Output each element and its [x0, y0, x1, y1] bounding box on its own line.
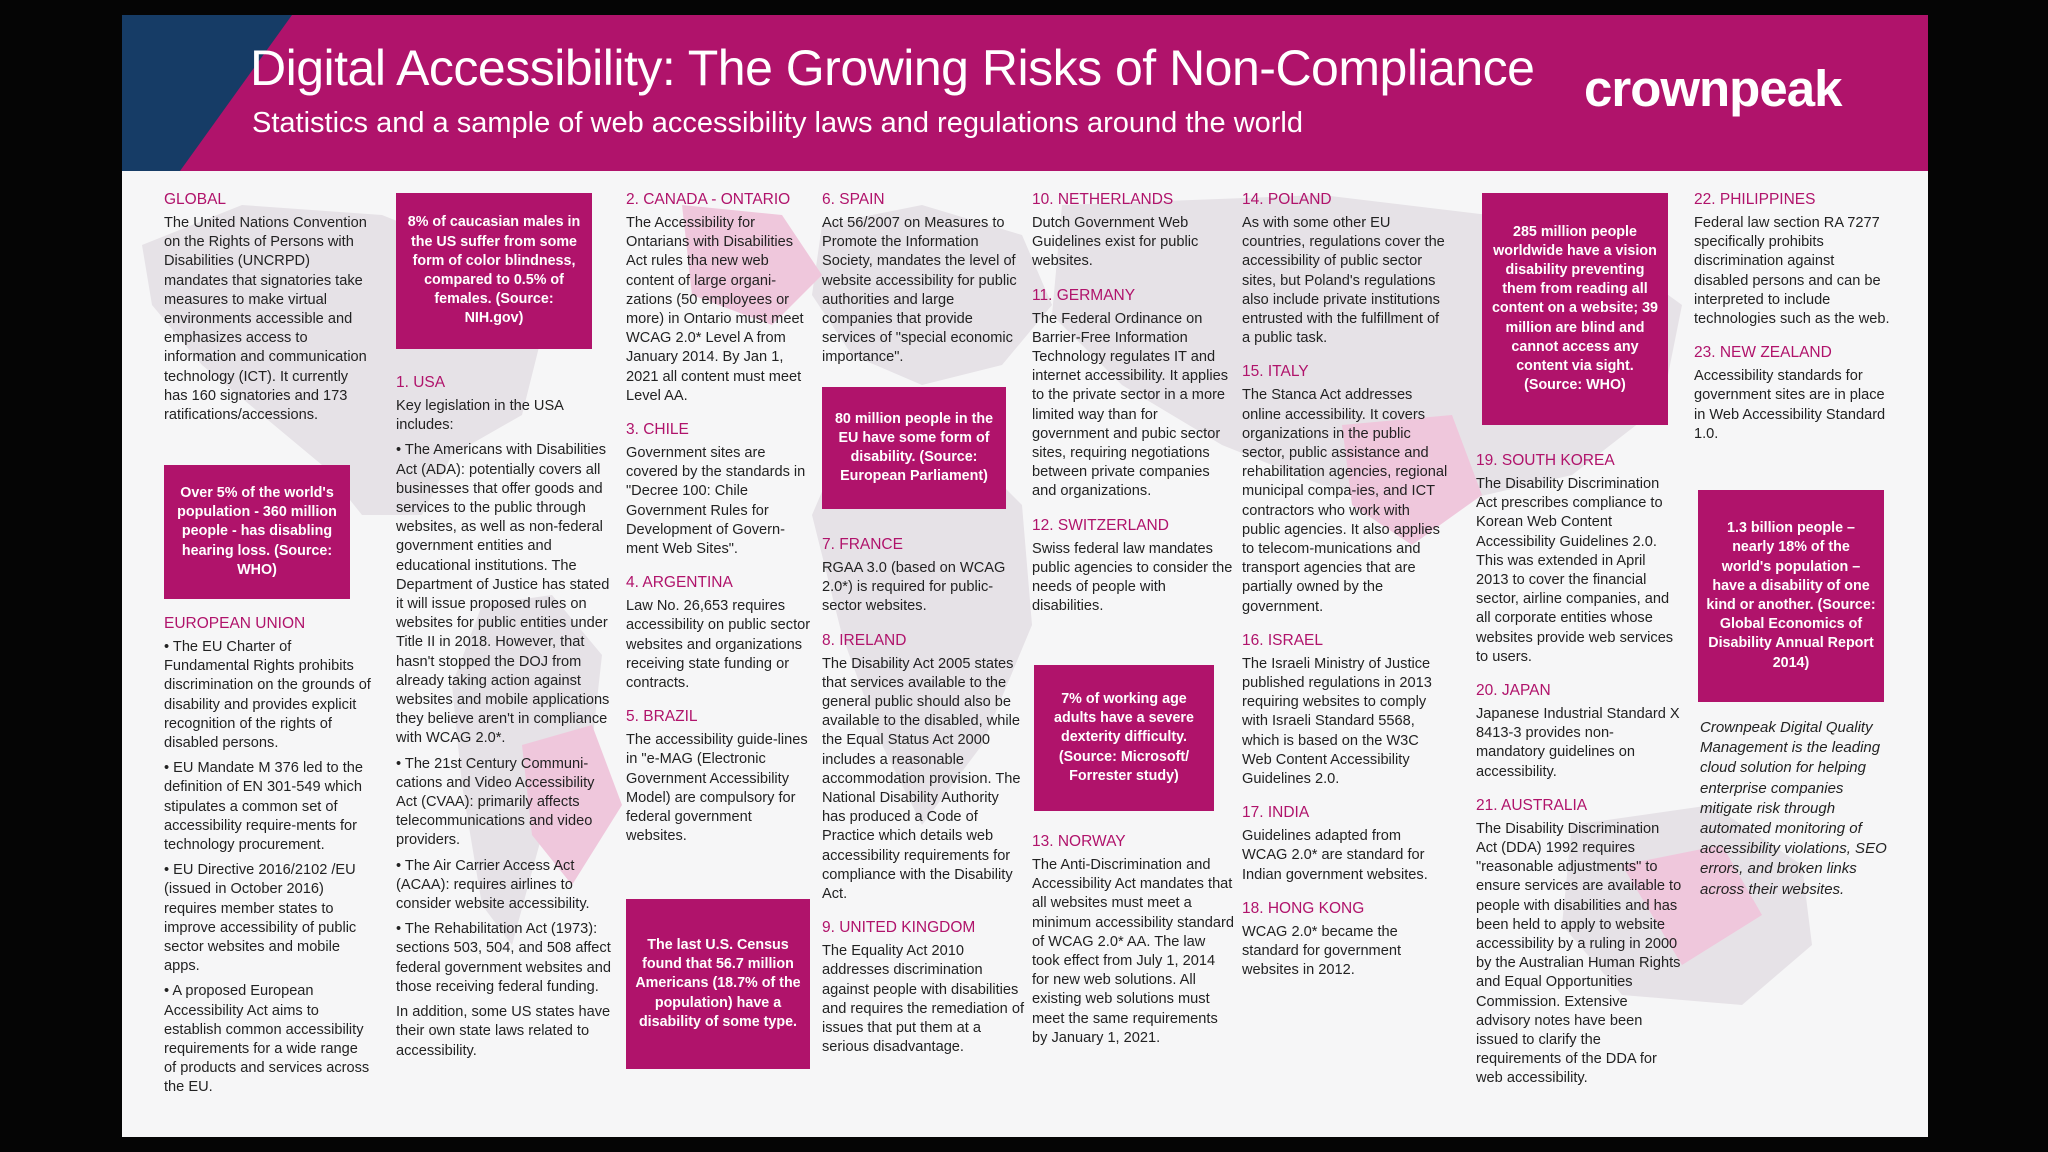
- column-central-europe: [1032, 190, 1234, 630]
- section-hongkong: [1242, 899, 1450, 981]
- crownpeak-promo-text: Crownpeak Digital Quality Management is the leading cloud solution for helping enterprise companies mitigate risk through automated monitoring of accessibility violations, SEO errors, and broken links across their websites.: [1700, 719, 1887, 898]
- india-heading: 17. INDIA: [1242, 804, 1310, 822]
- page-title: Digital Accessibility: The Growing Risks of Non-Compliance: [250, 40, 1535, 96]
- eu-bullet: • The EU Charter of Fundamental Rights prohibits discrimination on the grounds of disability and provides explicit recognition of the rights of disabled persons.: [164, 638, 372, 753]
- usa-outro: In addition, some US states have their own state laws related to accessibility.: [396, 1004, 611, 1059]
- section-philippines: [1694, 190, 1890, 329]
- header-corner-accent: [122, 15, 180, 171]
- section-uk: [822, 918, 1024, 1057]
- section-netherlands: [1032, 190, 1234, 272]
- switzerland-heading: 12. SWITZERLAND: [1032, 516, 1169, 534]
- stat-box-eu-80-million: 80 million people in the EU have some form of disability. (Source: European Parliament): [822, 387, 1006, 509]
- section-switzerland: [1032, 516, 1234, 617]
- usa-intro: Key legislation in the USA includes:: [396, 398, 564, 434]
- poland-text: As with some other EU countries, regulations cover the accessibility of public sector sites, but Poland's regulations also include private institutions entrusted with the fulfillment of a public task.: [1242, 215, 1445, 347]
- chile-text: Government sites are covered by the standards in "Decree 100: Chile Government Rules for Development of Govern-ment Web Sites".: [626, 445, 806, 558]
- eu-bullet: • EU Mandate M 376 led to the definition of EN 301-549 which stipulates a common set of accessibility require-ments for technology procurement.: [164, 759, 372, 855]
- section-ireland: [822, 631, 1024, 905]
- section-chile: [626, 420, 816, 559]
- section-new-zealand: [1694, 343, 1890, 444]
- israel-heading: 16. ISRAEL: [1242, 631, 1323, 649]
- south-korea-text: The Disability Discrimination Act prescribes compliance to Korean Web Content Accessibility Guidelines 2.0. This was extended in April 2013 to cover the financial sector, airline companies, and all corporate entities whose websites provide web services to users.: [1476, 476, 1674, 665]
- usa-bullet: • The Rehabilitation Act (1973): sections 503, 504, and 508 affect federal government websites and those receiving federal funding.: [396, 920, 618, 997]
- argentina-text: Law No. 26,653 requires accessibility on public sector websites and organizations receiving state funding or contracts.: [626, 598, 811, 692]
- column-oceania: [1694, 190, 1890, 458]
- section-south-korea: [1476, 451, 1682, 667]
- usa-heading: 1. USA: [396, 374, 446, 391]
- france-text: RGAA 3.0 (based on WCAG 2.0*) is required for public-sector websites.: [822, 560, 1006, 615]
- uk-text: The Equality Act 2010 addresses discrimination against people with disabilities and requires the remediation of issues that put them at a serious disadvantage.: [822, 943, 1025, 1056]
- eu-bullet: • A proposed European Accessibility Act aims to establish common accessibility requirements for a wide range of products and services across the EU.: [164, 982, 372, 1097]
- header-banner: [122, 15, 1928, 171]
- column-usa: [396, 373, 618, 1061]
- page-subtitle: Statistics and a sample of web accessibility laws and regulations around the world: [252, 107, 1303, 139]
- eu-bullet: • EU Directive 2016/2102 /EU (issued in October 2016) requires member states to improve accessibility of public sector websites and mobile apps.: [164, 861, 372, 976]
- south-korea-heading: 19. SOUTH KOREA: [1476, 452, 1615, 469]
- france-heading: 7. FRANCE: [822, 536, 903, 553]
- stat-box-us-census: The last U.S. Census found that 56.7 million Americans (18.7% of the population) have a disability of some type.: [626, 899, 810, 1069]
- column-western-europe: [822, 535, 1024, 1071]
- ireland-heading: 8. IRELAND: [822, 631, 907, 649]
- spain-heading: 6. SPAIN: [822, 191, 885, 208]
- usa-bullet: • The 21st Century Communi-cations and Video Accessibility Act (CVAA): primarily affects telecommunications and video providers.: [396, 755, 618, 851]
- usa-bullet: • The Air Carrier Access Act (ACAA): requires airlines to consider website accessibility.: [396, 857, 618, 915]
- column-spain: [822, 190, 1024, 368]
- new-zealand-text: Accessibility standards for government sites are in place in Web Accessibility Standard 1.0.: [1694, 368, 1886, 442]
- israel-text: The Israeli Ministry of Justice published regulations in 2013 requiring websites to comply with Israeli Standard 5568, which is based on the W3C Web Content Accessibility Guidelines 2.0.: [1242, 655, 1432, 788]
- new-zealand-heading: 23. NEW ZEALAND: [1694, 344, 1832, 362]
- italy-text: The Stanca Act addresses online accessibility. It covers organizations in the public sector, public assistance and rehabilitation agencies, regional municipal compa-ies, and ICT contractors who work with public agencies. It also applies to telecom-munications and transport agencies that are partially owned by the government.: [1242, 387, 1448, 615]
- section-japan: [1476, 681, 1682, 782]
- brazil-text: The accessibility guide-lines in "e-MAG (Electronic Government Accessibility Model) are compulsory for federal government websites.: [626, 732, 808, 845]
- section-canada: [626, 190, 816, 406]
- section-italy: [1242, 362, 1450, 616]
- column-americas: [626, 190, 816, 860]
- poland-heading: 14. POLAND: [1242, 191, 1332, 208]
- crownpeak-logo: crownpeak: [1584, 60, 1842, 117]
- germany-text: The Federal Ordinance on Barrier-Free Information Technology regulates IT and internet accessibility. It applies to the private sector in a more limited way than for government and pubic sector sites, requiring negotiations between private companies and organizations.: [1032, 310, 1229, 500]
- australia-heading: 21. AUSTRALIA: [1476, 796, 1588, 814]
- netherlands-text: Dutch Government Web Guidelines exist for public websites.: [1032, 215, 1199, 270]
- philippines-heading: 22. PHILIPPINES: [1694, 191, 1816, 208]
- stat-box-hearing: Over 5% of the world's population - 360 million people - has disabling hearing loss. (Source: WHO): [164, 465, 350, 599]
- column-global: [164, 190, 372, 425]
- eu-heading: EUROPEAN UNION: [164, 615, 306, 632]
- column-europe-asia: [1242, 190, 1450, 995]
- switzerland-text: Swiss federal law mandates public agencies to consider the needs of people with disabilities.: [1032, 540, 1233, 615]
- ireland-text: The Disability Act 2005 states that services available to the general public should also be available to the disabled, while the Equal Status Act 2000 includes a reasonable accommodation provision. The National Disability Authority has produced a Code of Practice which details web accessibility requirements for compliance with the Disability Act.: [822, 655, 1021, 903]
- column-norway: [1032, 832, 1234, 1048]
- uk-heading: 9. UNITED KINGDOM: [822, 919, 976, 937]
- section-germany: [1032, 286, 1234, 502]
- brazil-heading: 5. BRAZIL: [626, 708, 698, 726]
- japan-heading: 20. JAPAN: [1476, 682, 1551, 700]
- australia-text: The Disability Discrimination Act (DDA) 1992 requires "reasonable adjustments" to ensure services are available to people with disabilities and has been held to apply to website accessibility by a ruling in 2000 by the Australian Human Rights and Equal Opportunities Commission. Extensive advisory notes have been issued to clarify the requirements of the DDA for web accessibility.: [1476, 820, 1682, 1087]
- italy-heading: 15. ITALY: [1242, 363, 1309, 381]
- india-text: Guidelines adapted from WCAG 2.0* are standard for Indian government websites.: [1242, 828, 1428, 883]
- stat-box-billion: 1.3 billion people – nearly 18% of the world's population – have a disability of one kind or another. (Source: Global Economics of Disability Annual Report 2014): [1698, 490, 1884, 702]
- global-heading: GLOBAL: [164, 191, 227, 208]
- section-india: [1242, 803, 1450, 885]
- column-eu: [164, 614, 372, 1104]
- canada-heading: 2. CANADA - ONTARIO: [626, 191, 791, 208]
- germany-heading: 11. GERMANY: [1032, 286, 1136, 304]
- hongkong-text: WCAG 2.0* became the standard for government websites in 2012.: [1242, 923, 1401, 979]
- norway-text: The Anti-Discrimination and Accessibility Act mandates that all websites must meet a minimum accessibility standard of WCAG 2.0* AA. The law took effect from July 1, 2014 for new web solutions. All existing web solutions must meet the same requirements by January 1, 2021.: [1032, 857, 1234, 1046]
- stat-box-dexterity: 7% of working age adults have a severe dexterity difficulty. (Source: Microsoft/ Forrester study): [1034, 665, 1214, 811]
- column-asia-pacific: [1476, 451, 1682, 1103]
- canada-text: The Accessibility for Ontarians with Disabilities Act rules tha new web content of large organi-zations (50 employees or more) in Ontario must meet WCAG 2.0* Level A from January 2014. By Jan 1, 2021 all content must meet Level AA.: [626, 215, 804, 404]
- norway-heading: 13. NORWAY: [1032, 833, 1126, 850]
- usa-bullet: • The Americans with Disabilities Act (ADA): potentially covers all businesses that offer goods and services to the public through websites, as well as non-federal government entities and educational institutions. The Department of Justice has stated it will issue proposed rules on websites for public entities under Title II in 2018. However, that hasn't stopped the DOJ from already taking action against websites and mobile applications they believe aren't in compliance with WCAG 2.0*.: [396, 441, 618, 748]
- philippines-text: Federal law section RA 7277 specifically prohibits discrimination against disabled persons and can be interpreted to include technologies such as the web.: [1694, 215, 1890, 328]
- hongkong-heading: 18. HONG KONG: [1242, 899, 1365, 917]
- section-france: [822, 535, 1024, 617]
- section-israel: [1242, 631, 1450, 789]
- stat-box-color-blindness: 8% of caucasian males in the US suffer from some form of color blindness, compared to 0.5% of females. (Source: NIH.gov): [396, 193, 592, 349]
- section-poland: [1242, 190, 1450, 348]
- spain-text: Act 56/2007 on Measures to Promote the Information Society, mandates the level of website accessibility for public authorities and large companies that provide services of "special economic importance".: [822, 215, 1017, 366]
- chile-heading: 3. CHILE: [626, 421, 689, 439]
- global-text: The United Nations Convention on the Rights of Persons with Disabilities (UNCRPD) mandates that signatories take measures to make virtual environments accessible and emphasizes access to information and communication technology (ICT). It currently has 160 signatories and 173 ratifications/accessions.: [164, 215, 367, 424]
- section-australia: [1476, 796, 1682, 1089]
- promo-block: [1700, 718, 1888, 900]
- infographic-poster: [122, 15, 1928, 1137]
- argentina-heading: 4. ARGENTINA: [626, 574, 733, 592]
- section-argentina: [626, 573, 816, 693]
- netherlands-heading: 10. NETHERLANDS: [1032, 191, 1174, 208]
- section-brazil: [626, 707, 816, 846]
- japan-text: Japanese Industrial Standard X 8413-3 provides non-mandatory guidelines on accessibility.: [1476, 706, 1680, 780]
- stat-box-vision: 285 million people worldwide have a vision disability preventing them from reading all content on a website; 39 million are blind and cannot access any content via sight. (Source: WHO): [1482, 193, 1668, 425]
